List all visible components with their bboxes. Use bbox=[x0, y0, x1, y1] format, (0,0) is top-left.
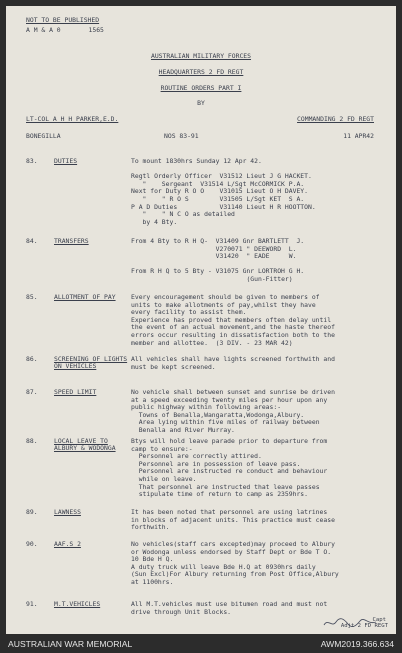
section-body: All vehicles shall have lights screened forthwith and must be kept screened. bbox=[131, 355, 335, 371]
section-number: 83. bbox=[26, 157, 38, 165]
by-line bbox=[6, 100, 396, 108]
force-heading bbox=[6, 53, 396, 61]
section-title: SCREENING OF LIGHTS ON VEHICLES bbox=[54, 355, 128, 371]
command-title bbox=[297, 116, 374, 124]
section-number: 90. bbox=[26, 540, 38, 548]
not-published-text: NOT TO BE PUBLISHED bbox=[26, 16, 100, 24]
section-body: To mount 1830hrs Sunday 12 Apr 42. Regtl Orderly Officer V31512 Lieut J G HACKET. " Sergeant V31514 L/Sgt McCORMICK P.A. Next for Duty R O O V31015 Lieut O H DAVEY. " " R O S V31505 L/Sgt KET S A. P A D Duties V31140 Lieut H R HOOTTON. " " N C O as detailed by 4 Bty. bbox=[131, 157, 316, 226]
section-number: 84. bbox=[26, 237, 38, 245]
section-body: All M.T.vehicles must use bitumen road and must not drive through Unit Blocks. bbox=[131, 600, 328, 616]
hq-heading bbox=[6, 69, 396, 77]
not-published-mark bbox=[26, 17, 99, 25]
section-body: Btys will hold leave parade prior to departure from camp to ensure:- Personnel are correctly attired. Personnel are in possession of leave pass. Personnel are instructed re conduct and behaviour while on leave. That personnel are instructed that leave passes stipulate time of return to camp as 2359hrs. bbox=[131, 437, 328, 499]
hq-text: HEADQUARTERS 2 FD REGT bbox=[158, 68, 244, 76]
ref-code: A M & A 0 bbox=[26, 26, 61, 34]
section-body: Every encouragement should be given to members of units to make allotments of pay,whilst they have every facility to assist them. Experience has proved that members often delay until the event of an actual movement,and the haste thereof errors occur resulting in dissatisfaction both to the member and allottee. (3 DIV. - 23 MAR 42) bbox=[131, 293, 335, 347]
section-number: 88. bbox=[26, 437, 38, 445]
section-title: ALLOTMENT OF PAY bbox=[54, 293, 116, 301]
signoff-rank: Capt bbox=[372, 617, 386, 623]
footer-institution: AUSTRALIAN WAR MEMORIAL bbox=[8, 638, 133, 649]
section-title: SPEED LIMIT bbox=[54, 388, 97, 396]
section-number: 89. bbox=[26, 508, 38, 516]
ref-number: 1565 bbox=[88, 26, 104, 34]
place: BONEGILLA bbox=[26, 132, 61, 140]
issuing-officer bbox=[26, 116, 118, 124]
force-text: AUSTRALIAN MILITARY FORCES bbox=[150, 52, 252, 60]
section-title: M.T.VEHICLES bbox=[54, 600, 101, 608]
section-number: 91. bbox=[26, 600, 38, 608]
section-body: It has been noted that personnel are using latrines in blocks of adjacent units. This practice must cease forthwith. bbox=[131, 508, 335, 532]
section-number: 86. bbox=[26, 355, 38, 363]
section-body: No vehicle shall between sunset and sunrise be driven at a speed exceeding twenty miles per hour upon any public highway within following areas:- Towns of Benalla,Wangaratta,Wodonga,Albury. Area lying within five miles of railway between Benalla and River Murray. bbox=[131, 388, 335, 434]
order-date: 11 APR42 bbox=[343, 132, 374, 140]
archive-footer bbox=[0, 634, 402, 653]
footer-catalogue-id: AWM2019.366.634 bbox=[320, 638, 394, 649]
section-title: AAF.S 2 bbox=[54, 540, 81, 548]
document-page bbox=[6, 6, 396, 634]
order-numbers: NOS 83-91 bbox=[164, 132, 199, 140]
section-body: No vehicles(staff cars excepted)may proceed to Albury or Wodonga unless endorsed by Staff Dept or Bde T O. 10 Bde H Q. A duty truck will leave Bde H.Q at 0930hrs daily (Sun Excl)For Albury returning from Post Office,Albury at 1100hrs. bbox=[131, 540, 339, 586]
command-text: COMMANDING 2 FD REGT bbox=[297, 115, 374, 123]
section-title: DUTIES bbox=[54, 157, 78, 165]
officer-text: LT-COL A H H PARKER,E.D. bbox=[26, 115, 119, 123]
orders-heading bbox=[6, 85, 396, 93]
signoff-unit: Adjt 2 FD REGT bbox=[340, 623, 388, 629]
section-title: TRANSFERS bbox=[54, 237, 89, 245]
section-body: From 4 Bty to R H Q- V31409 Gnr BARTLETT J. V270071 " DEEWORD L. V31420 " EADE W. From R H Q to 5 Bty - V31075 Gnr LORTROH G H. (Gun-Fitter) bbox=[131, 237, 305, 283]
orders-text: ROUTINE ORDERS PART I bbox=[160, 84, 242, 92]
section-number: 87. bbox=[26, 388, 38, 396]
by-text: BY bbox=[197, 99, 205, 107]
reference-line bbox=[26, 27, 104, 35]
section-title: LAWNESS bbox=[54, 508, 81, 516]
section-number: 85. bbox=[26, 293, 38, 301]
section-title: LOCAL LEAVE TO ALBURY & WODONGA bbox=[54, 437, 116, 453]
